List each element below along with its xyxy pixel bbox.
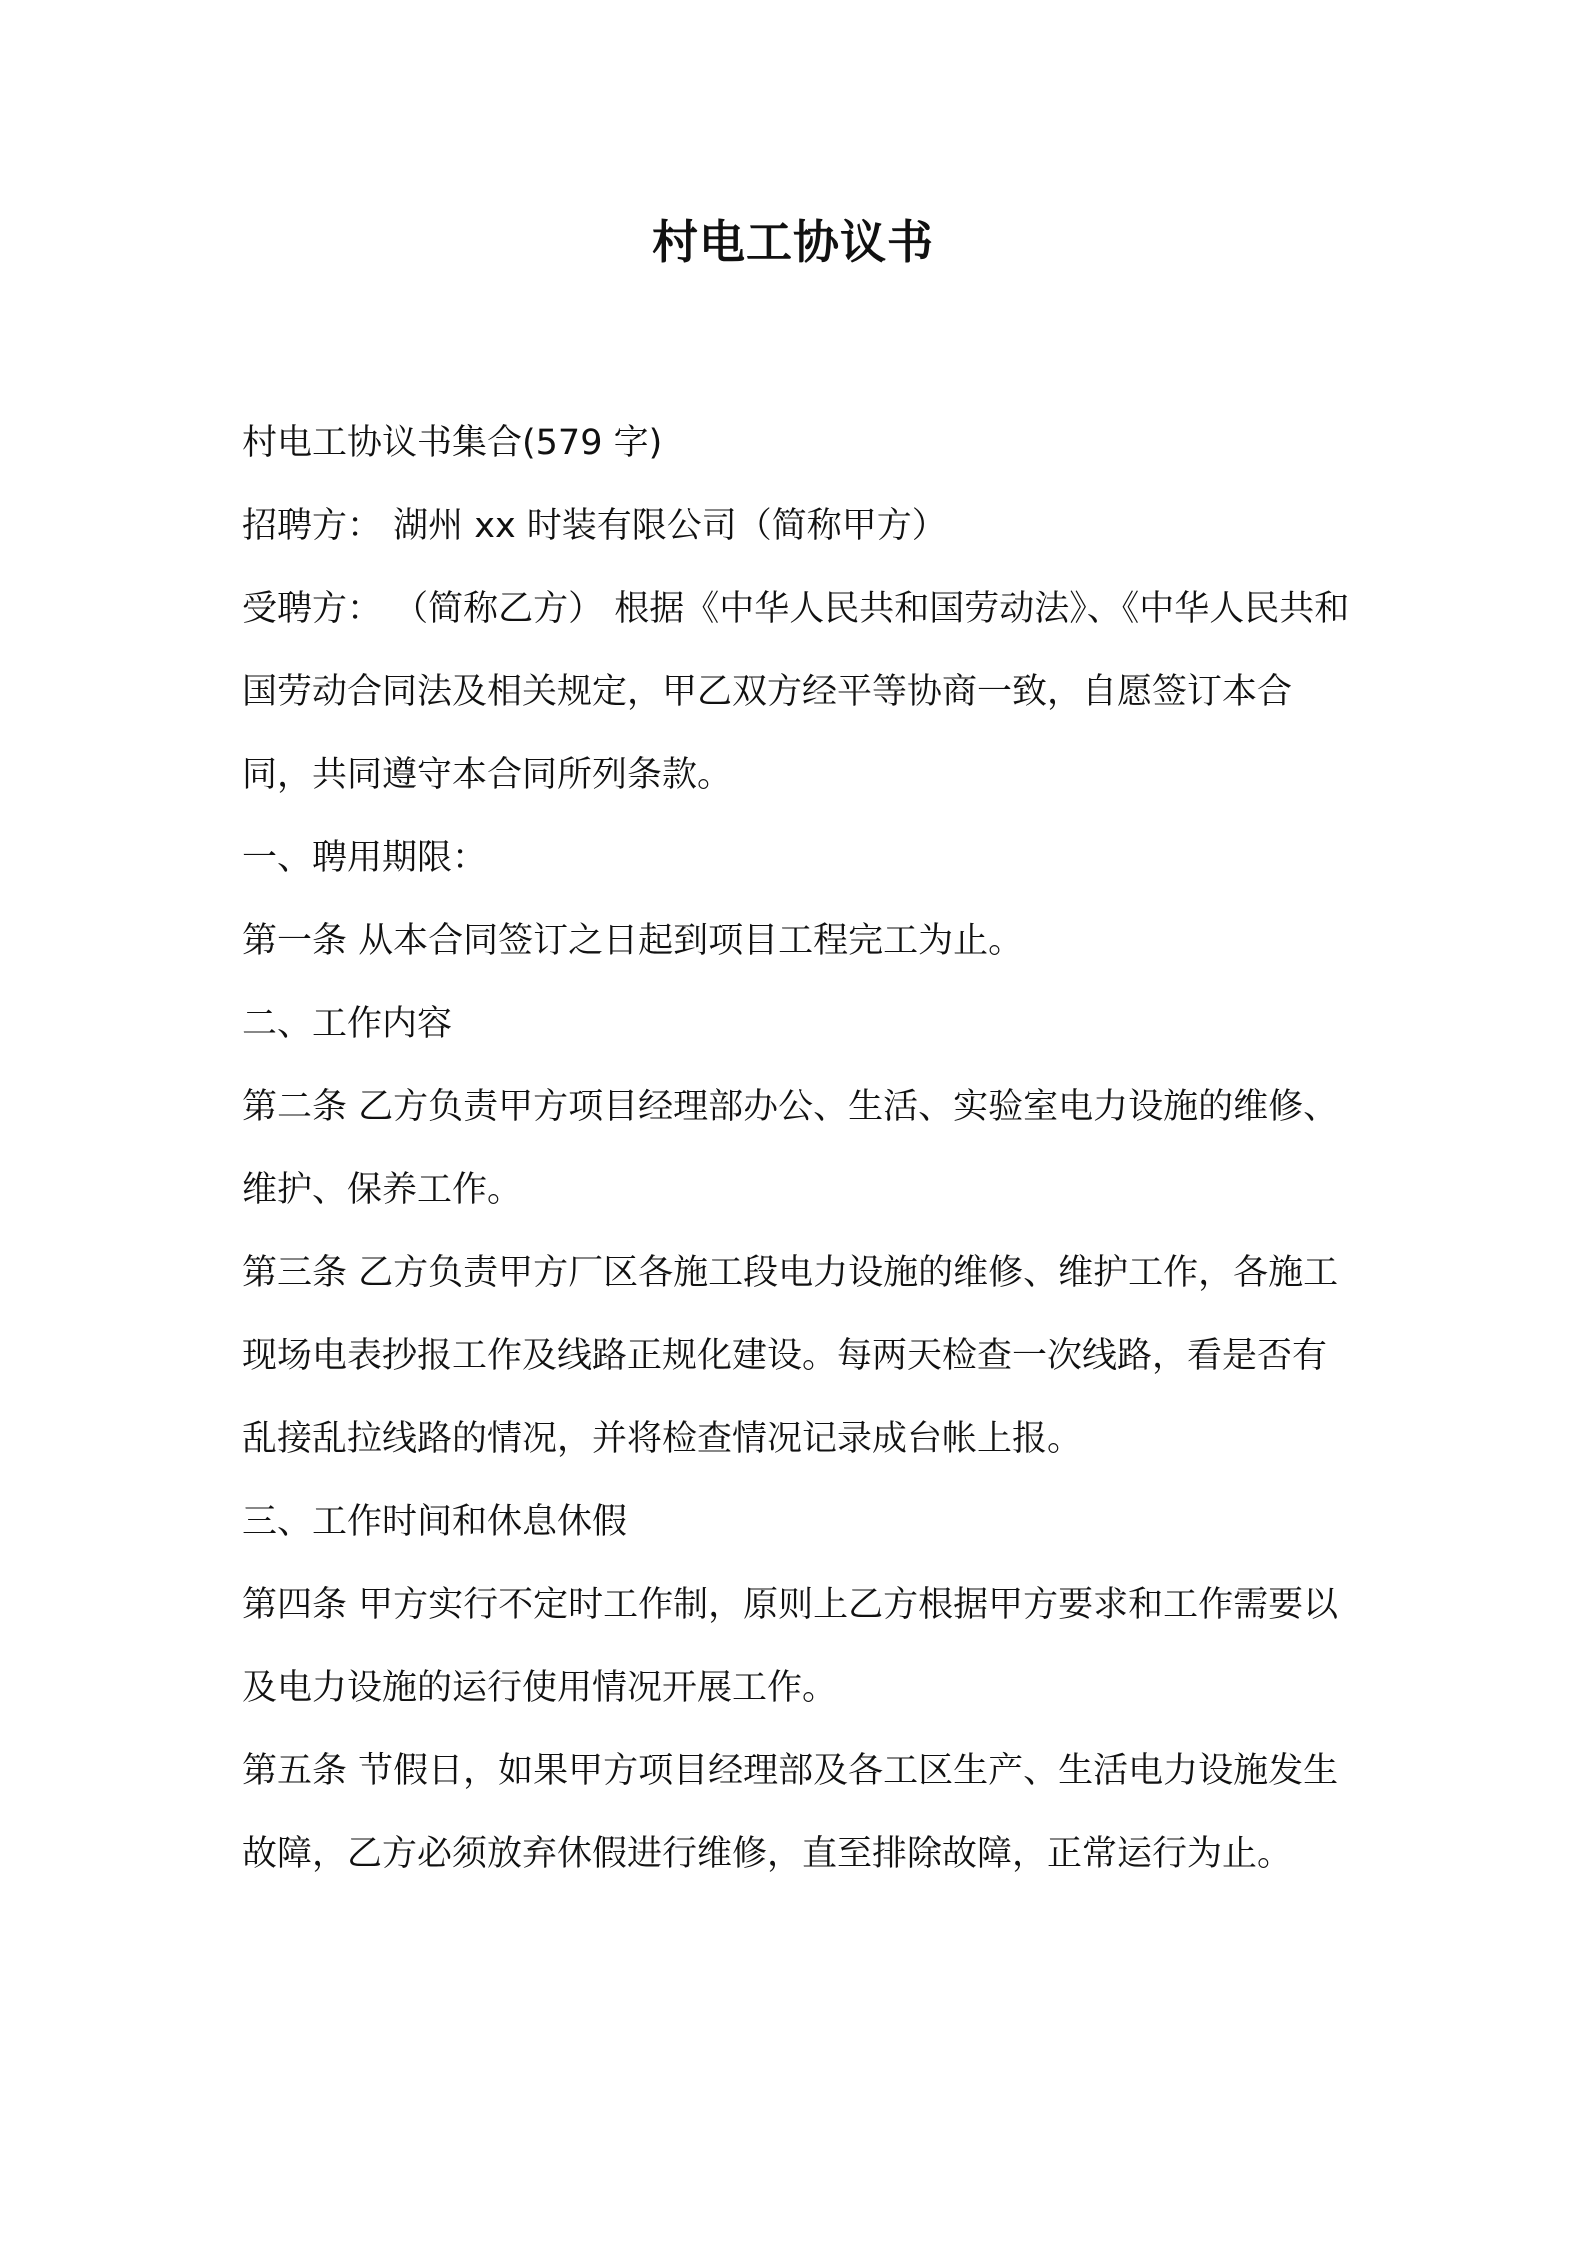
section-heading-work-content: 二、工作内容 — [242, 1004, 453, 1044]
article-5: 第五条 节假日，如果甲方项目经理部及各工区生产、生活电力设施发生故障，乙方必须放弃休假进行维修，直至排除故障，正常运行为止。 — [242, 1751, 1339, 1874]
article-1: 第一条 从本合同签订之日起到项目工程完工为止。 — [242, 921, 1024, 961]
article-4: 第四条 甲方实行不定时工作制，原则上乙方根据甲方要求和工作需要以及电力设施的运行使用情况开展工作。 — [242, 1585, 1339, 1708]
article-2: 第二条 乙方负责甲方项目经理部办公、生活、实验室电力设施的维修、维护、保养工作。 — [242, 1087, 1339, 1210]
article-3: 第三条 乙方负责甲方厂区各施工段电力设施的维修、维护工作，各施工现场电表抄报工作及线路正规化建设。每两天检查一次线路，看是否有乱接乱拉线路的情况，并将检查情况记录成台帐上报。 — [242, 1253, 1339, 1459]
document-body — [242, 402, 1352, 1896]
section-heading-work-time: 三、工作时间和休息休假 — [242, 1502, 628, 1542]
document-title: 村电工协议书 — [652, 215, 934, 269]
section-heading-term: 一、聘用期限： — [242, 838, 488, 878]
paragraph-employer: 招聘方： 湖州 xx 时装有限公司（简称甲方） — [242, 506, 947, 546]
paragraph-subtitle: 村电工协议书集合(579 字) — [242, 423, 663, 463]
paragraph-employee: 受聘方： （简称乙方） 根据《中华人民共和国劳动法》、《中华人民共和国劳动合同法及相关规定，甲乙双方经平等协商一致，自愿签订本合同，共同遵守本合同所列条款。 — [242, 589, 1350, 795]
